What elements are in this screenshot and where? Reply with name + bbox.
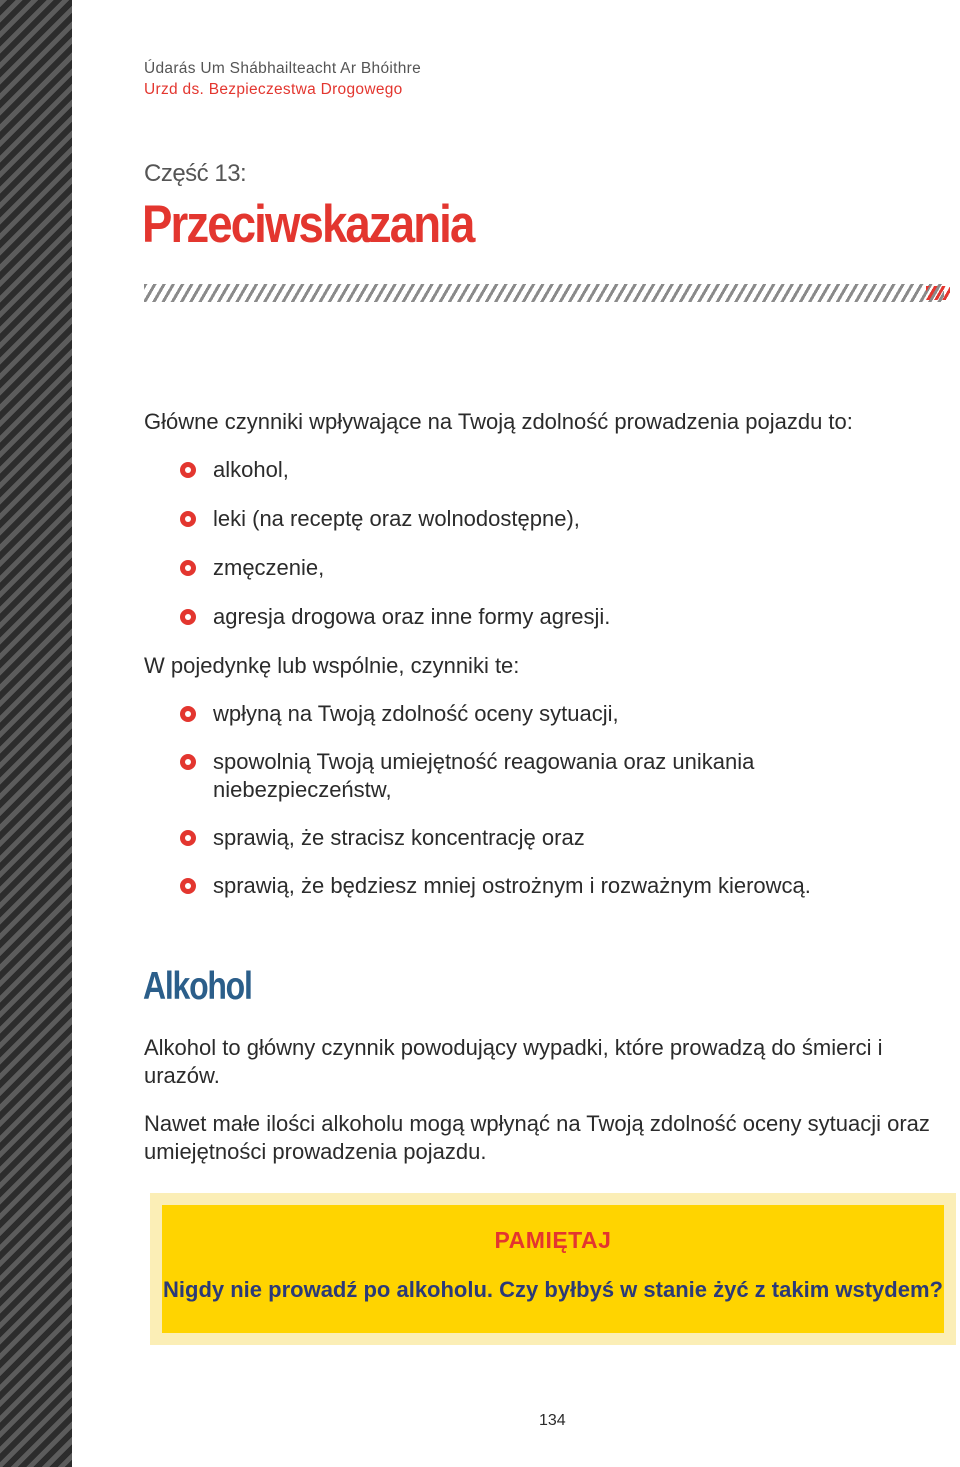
list-item (180, 872, 840, 900)
list-item-text: sprawią, że będziesz mniej ostrożnym i rozważnym kierowcą. (213, 873, 811, 898)
remember-text: Nigdy nie prowadź po alkoholu. Czy byłbyś w stanie żyć z takim wstydem? (163, 1277, 943, 1302)
list-item-text: leki (na receptę oraz wolnodostępne), (213, 506, 580, 531)
bullet-icon (180, 878, 196, 894)
org-name-irish: Údarás Um Shábhailteacht Ar Bhóithre (144, 60, 422, 77)
header-organization (144, 58, 421, 100)
bullet-icon (180, 511, 196, 527)
alcohol-paragraph-2: Nawet małe ilości alkoholu mogą wpłynąć na Twoją zdolność oceny sytuacji oraz umiejętności prowadzenia pojazdu. (144, 1111, 930, 1164)
list-item (180, 603, 920, 631)
section-label: Część 13: (144, 160, 247, 187)
bullet-icon (180, 462, 196, 478)
bullet-icon (180, 830, 196, 846)
decorative-side-strip (0, 0, 72, 1467)
list-item (180, 700, 840, 728)
list-item (180, 824, 840, 852)
list-item-text: zmęczenie, (213, 555, 325, 580)
page-number: 134 (539, 1412, 566, 1429)
bullet-icon (180, 754, 196, 770)
list-item-text: alkohol, (213, 457, 289, 482)
bullet-icon (180, 560, 196, 576)
remember-callout (150, 1193, 956, 1345)
alcohol-paragraph-1: Alkohol to główny czynnik powodujący wypadki, które prowadzą do śmierci i urazów. (144, 1035, 883, 1088)
hatched-divider (144, 284, 944, 302)
list-item-text: spowolnią Twoją umiejętność reagowania oraz unikania niebezpieczeństw, (213, 749, 755, 802)
org-name-polish: Urzd ds. Bezpieczestwa Drogowego (144, 81, 403, 98)
list-item (180, 748, 840, 804)
factor-list (180, 456, 920, 631)
effects-list (180, 700, 840, 900)
list-item-text: sprawią, że stracisz koncentrację oraz (213, 825, 585, 850)
page-title: Przeciwskazania (142, 195, 474, 254)
list-item-text: wpłyną na Twoją zdolność oceny sytuacji, (213, 701, 619, 726)
list-item (180, 505, 920, 533)
bullet-icon (180, 706, 196, 722)
effects-lead: W pojedynkę lub wspólnie, czynniki te: (144, 653, 520, 678)
intro-lead: Główne czynniki wpływające na Twoją zdolność prowadzenia pojazdu to: (144, 409, 853, 434)
bullet-icon (180, 609, 196, 625)
list-item (180, 554, 920, 582)
list-item (180, 456, 920, 484)
hatched-divider-end (926, 286, 950, 300)
remember-title: PAMIĘTAJ (494, 1227, 612, 1253)
list-item-text: agresja drogowa oraz inne formy agresji. (213, 604, 611, 629)
remember-callout-panel (162, 1205, 944, 1333)
section-heading-alcohol: Alkohol (143, 965, 252, 1008)
